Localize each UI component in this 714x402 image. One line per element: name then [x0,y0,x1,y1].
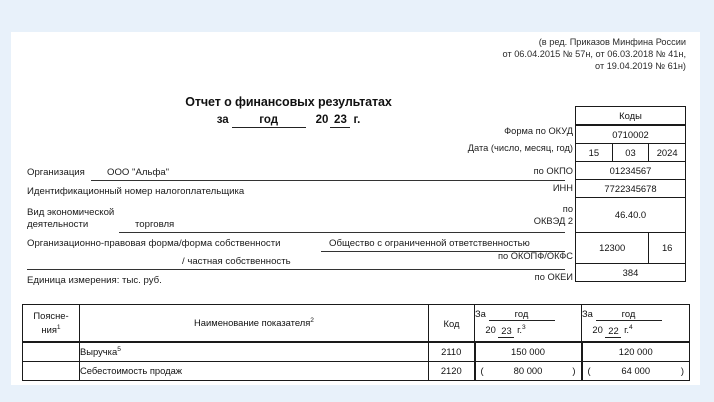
codes-okpo-value: 01234567 [576,162,686,180]
row-indicator-sup: 5 [117,346,121,354]
century-value: 20 [315,114,329,126]
row-current-value: 150 000 [475,342,582,361]
row-code: 2120 [429,361,475,380]
activity-label-line2: деятельности [27,219,89,230]
explanations-line1: Поясне- [33,309,69,321]
previous-paren-close: ) [680,365,684,376]
codes-date-day: 15 [576,144,613,162]
activity-label-line1: Вид экономической [27,207,115,218]
column-header-previous-year [582,305,690,343]
codes-inn-value: 7722345678 [576,180,686,198]
legal-form-label: Организационно-правовая форма/форма собственности [27,238,281,249]
row-code: 2110 [429,342,475,361]
inn-label: Идентификационный номер налогоплательщика [27,186,245,197]
current-paren-open: ( [480,365,484,376]
year-value: 23 [330,114,350,128]
period-value: год [232,114,306,128]
previous-year-sup: 4 [628,324,633,332]
previous-year-suffix: г. [624,324,629,336]
explanations-line2: ния [41,324,57,336]
label-okved-po: по [562,204,573,214]
editorial-note-line-1: (в ред. Приказов Минфина России [538,37,686,47]
year-suffix: г. [353,114,361,126]
codes-okei-value: 384 [576,264,686,282]
label-okud: Форма по ОКУД [504,126,573,136]
financial-results-table [22,304,690,381]
label-inn: ИНН [552,183,573,193]
previous-year: 22 [605,325,621,338]
previous-paren-open: ( [587,365,591,376]
organization-rule [91,180,565,181]
codes-okfs-value: 16 [649,233,686,264]
legal-form-rule [321,251,565,252]
codes-okved-value: 46.40.0 [576,198,686,233]
column-header-code: Код [429,305,475,343]
column-header-indicator [80,305,429,343]
codes-date-year: 2024 [649,144,686,162]
table-row [23,361,690,380]
row-indicator-text: Себестоимость продаж [80,365,183,377]
unit-label: Единица измерения: тыс. руб. [27,275,162,286]
previous-amount: 64 000 [621,365,651,376]
legal-form-value: Общество с ограниченной ответственностью [329,238,530,249]
current-year-line2 [475,322,581,337]
column-header-explanations [23,305,80,343]
label-okpo: по ОКПО [533,166,573,176]
current-za: За [475,308,486,320]
column-header-current-year [475,305,582,343]
period-prefix: за [216,114,229,126]
indicator-sup: 2 [310,317,314,325]
current-year-sup: 3 [521,324,526,332]
current-century: 20 [485,324,496,336]
editorial-note-line-3: от 19.04.2019 № 61н) [595,61,686,72]
codes-date-month: 03 [612,144,649,162]
current-amount: 80 000 [513,365,543,376]
activity-value: торговля [135,219,175,230]
label-okopf: по ОКОПФ/ОКФС [497,251,573,261]
previous-year-line1 [582,308,689,321]
current-year: 23 [498,325,514,338]
codes-title: Коды [576,107,686,126]
row-indicator-text: Выручка [80,346,118,358]
ownership-rule [27,269,565,270]
explanations-sup: 1 [56,323,61,331]
current-year-suffix: г. [517,324,522,336]
current-period: год [489,308,555,321]
row-current-value [475,361,582,380]
current-paren-close: ) [572,365,576,376]
row-explanations [23,342,80,361]
codes-okud-value: 0710002 [576,125,686,144]
document-period-line [11,114,566,128]
row-previous-value [582,361,690,380]
label-date: Дата (число, месяц, год) [467,143,573,153]
current-year-line1 [475,308,581,321]
label-okved: ОКВЭД 2 [533,216,573,226]
previous-century: 20 [592,324,603,336]
organization-label: Организация [27,167,85,178]
table-row [23,342,690,361]
editorial-note [503,36,686,73]
table-header-row [23,305,690,343]
row-explanations [23,361,80,380]
codes-okopf-value: 12300 [576,233,649,264]
ownership-value: / частная собственность [182,256,291,267]
editorial-note-line-2: от 06.04.2015 № 57н, от 06.03.2018 № 41н, [502,49,686,60]
previous-year-line2 [582,322,689,337]
document-title: Отчет о финансовых результатах [185,95,392,109]
codes-table [575,106,686,282]
organization-value: ООО "Альфа" [107,167,170,178]
activity-rule [119,232,565,233]
document-page [11,32,700,385]
row-previous-value: 120 000 [582,342,690,361]
previous-za: За [582,308,593,320]
label-okei: по ОКЕИ [534,272,573,282]
row-indicator [80,342,429,361]
indicator-label: Наименование показателя [194,317,311,329]
row-indicator [80,361,429,380]
previous-period: год [596,308,662,321]
